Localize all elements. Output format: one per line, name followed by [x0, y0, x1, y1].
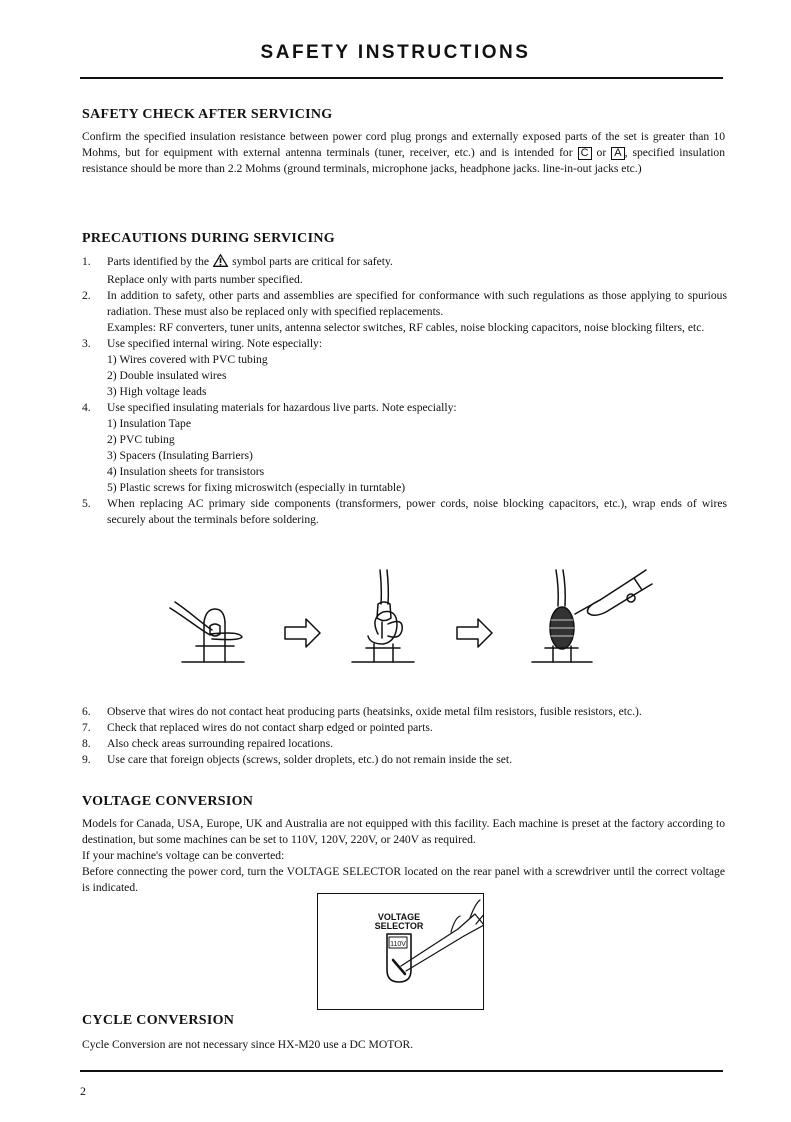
item-number: 9. [82, 753, 91, 766]
safety-check-text-1: Confirm the specified insulation resistance between power cord plug prongs and externally exposed parts of the set is greater than 10 Mohms, but for equipment with external antenna terminals (tuner, receiver, etc.) and is intended for [82, 130, 725, 159]
item-text: Check that replaced wires do not contact sharp edged or pointed parts. [107, 721, 433, 734]
list-item [82, 336, 727, 400]
list-item [82, 720, 727, 736]
soldered-terminal-icon [532, 570, 652, 662]
item-text: When replacing AC primary side components (transformers, power cords, noise blocking capacitors, etc.), wrap ends of wires securely about the terminals before soldering. [107, 497, 727, 526]
item-number: 8. [82, 737, 91, 750]
precautions-heading: PRECAUTIONS DURING SERVICING [82, 231, 335, 246]
item-number: 4. [82, 401, 91, 414]
list-item [82, 288, 727, 336]
voltage-conversion-heading: VOLTAGE CONVERSION [82, 794, 254, 809]
item-text: Also check areas surrounding repaired locations. [107, 737, 333, 750]
sub-item: 5) Plastic screws for fixing microswitch (especially in turntable) [107, 481, 406, 494]
sub-item: 1) Insulation Tape [107, 417, 191, 430]
screwdriver-icon [401, 900, 483, 971]
cycle-conversion-heading: CYCLE CONVERSION [82, 1013, 235, 1028]
item-number: 7. [82, 721, 91, 734]
safety-check-text-2: , specified insulation resistance should be more than 2.2 Mohms (ground terminals, microphone jacks, headphone jacks. line-in-out jacks etc.) [82, 146, 726, 175]
list-item [82, 752, 727, 768]
precautions-list-top [82, 254, 727, 528]
voltage-paragraph-2: If your machine's voltage can be converted: [82, 849, 285, 862]
voltage-selector-diagram [317, 893, 484, 1010]
list-item [82, 254, 727, 288]
or-text: or [596, 146, 607, 159]
arrow-right-icon [285, 619, 320, 647]
item-number: 5. [82, 497, 91, 510]
item-examples: Examples: RF converters, tuner units, antenna selector switches, RF cables, noise blocking capacitors, noise blocking filters, etc. [107, 321, 705, 334]
warning-triangle-icon [213, 254, 228, 272]
cycle-conversion-text: Cycle Conversion are not necessary since HX-M20 use a DC MOTOR. [82, 1038, 414, 1051]
item-text: Observe that wires do not contact heat producing parts (heatsinks, oxide metal film resistors, fusible resistors, etc.). [107, 705, 642, 718]
sub-item: 4) Insulation sheets for transistors [107, 465, 265, 478]
bottom-divider [80, 1070, 723, 1072]
item-text: Parts identified by the [107, 255, 210, 268]
item-number: 6. [82, 705, 91, 718]
item-text-line2: Replace only with parts number specified. [107, 273, 303, 286]
sub-item: 3) Spacers (Insulating Barriers) [107, 449, 253, 462]
item-text: In addition to safety, other parts and assemblies are specified for conformance with such regulations as those applying to spurious radiation. These must also be replaced only with specified replacements. [107, 289, 727, 318]
wire-soldering-illustration [0, 560, 791, 675]
safety-check-text [82, 129, 725, 177]
item-number: 2. [82, 289, 91, 302]
list-item [82, 496, 727, 528]
page-number: 2 [80, 1084, 86, 1098]
arrow-right-icon [457, 619, 492, 647]
item-text: Use care that foreign objects (screws, solder droplets, etc.) do not remain inside the set. [107, 753, 513, 766]
sub-item: 3) High voltage leads [107, 385, 207, 398]
item-number: 3. [82, 337, 91, 350]
sub-item: 2) PVC tubing [107, 433, 175, 446]
voltage-paragraph-1: Models for Canada, USA, Europe, UK and Australia are not equipped with this facility. Each machine is preset at the factory according to destination, but some machines can be set to 110V, 120V, 220V, or 240V as required. [82, 817, 725, 846]
voltage-value: 110V [390, 941, 406, 948]
list-item [82, 400, 727, 496]
precautions-list-bottom [82, 704, 727, 768]
list-item [82, 704, 727, 720]
item-text: symbol parts are critical for safety. [232, 255, 393, 268]
list-item [82, 736, 727, 752]
class-a-box: A [611, 147, 624, 160]
sub-item: 2) Double insulated wires [107, 369, 227, 382]
top-divider [80, 77, 723, 79]
terminal-with-wire-icon [170, 602, 244, 662]
voltage-label-line2: SELECTOR [374, 921, 424, 931]
class-c-box: C [578, 147, 592, 160]
item-number: 1. [82, 255, 91, 268]
item-text: Use specified insulating materials for hazardous live parts. Note especially: [107, 401, 457, 414]
item-text: Use specified internal wiring. Note especially: [107, 337, 323, 350]
voltage-paragraph-3: Before connecting the power cord, turn the VOLTAGE SELECTOR located on the rear panel with a screwdriver until the correct voltage is indicated. [82, 865, 725, 894]
terminal-wrapped-wire-icon [352, 570, 414, 662]
safety-check-heading: SAFETY CHECK AFTER SERVICING [82, 107, 333, 122]
sub-item: 1) Wires covered with PVC tubing [107, 353, 268, 366]
page-title: SAFETY INSTRUCTIONS [260, 42, 531, 63]
voltage-label-line1: VOLTAGE [377, 912, 421, 922]
